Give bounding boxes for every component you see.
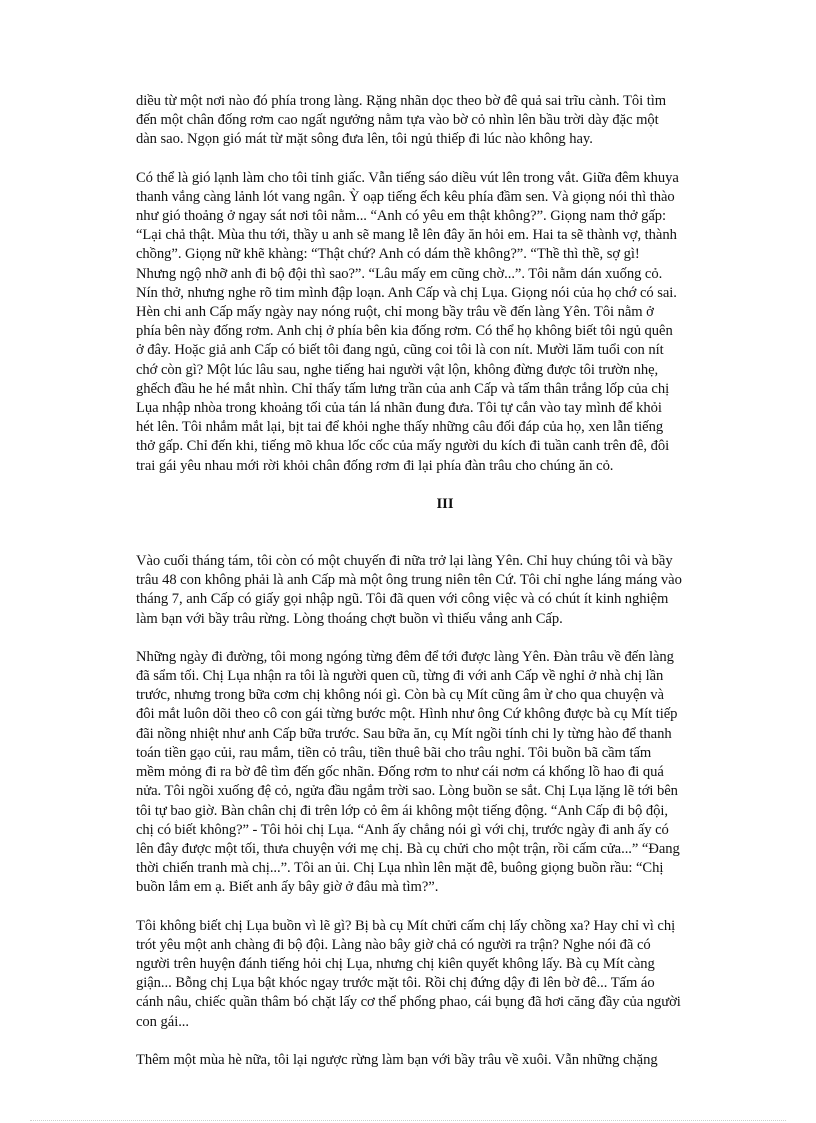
text-line: tháng 7, anh Cấp có giấy gọi nhập ngũ. Tôi đã quen với công việc và có chút ít kinh nghiệm bbox=[136, 591, 669, 608]
text-line: diều từ một nơi nào đó phía trong làng. Rặng nhãn dọc theo bờ đê quả sai trĩu cành. Tôi tìm bbox=[136, 93, 667, 109]
text-line: như gió thoảng ở ngay sát nơi tôi nằm... “Anh có yêu em thật không?”. Giọng nam thở gấp: bbox=[136, 208, 667, 225]
paragraph-gap bbox=[136, 898, 754, 917]
text-line: người trên huyện đánh tiếng hỏi chị Lụa, nhưng chị kiên quyết không lấy. Bà cụ Mít càng bbox=[136, 955, 655, 972]
text-line: đến một chân đống rơm cao ngất ngưởng nằm tựa vào bờ cỏ nhìn lên bầu trời dày đặc một bbox=[136, 112, 659, 129]
text-line: dàn sao. Ngọn gió mát từ mặt sông đưa lên, tôi ngủ thiếp đi lúc nào không hay. bbox=[136, 131, 593, 148]
text-line: Thêm một mùa hè nữa, tôi lại ngược rừng làm bạn với bầy trâu về xuôi. Vẫn những chặng bbox=[136, 1051, 658, 1068]
text-line: Hèn chi anh Cấp mấy ngày nay nóng ruột, chỉ mong bầy trâu về đến làng Yên. Tôi nằm ở bbox=[136, 304, 654, 321]
paragraph bbox=[136, 648, 754, 898]
text-line: ở đây. Hoặc giả anh Cấp có biết tôi đang ngủ, cũng coi tôi là con nít. Mười lăm tuổi con nít bbox=[136, 342, 664, 359]
story-text-before-heading bbox=[136, 92, 754, 476]
paragraph bbox=[136, 169, 754, 476]
paragraph-gap bbox=[136, 629, 754, 648]
text-line: toán tiền gạo củi, rau mắm, tiền cỏ trâu, tiền thuê bãi cho trâu nghỉ. Tôi buồn bã cầm tấm bbox=[136, 744, 652, 761]
text-line: mềm mỏng đi ra bờ đê tìm đến gốc nhãn. Đống rơm to như cái nơm cá khổng lồ hao đi quá bbox=[136, 764, 664, 781]
text-line: thở gấp. Chỉ đến khi, tiếng mõ khua lốc cốc của mấy người du kích đi tuần canh trên đê, đôi bbox=[136, 438, 670, 455]
text-line: Nhưng ngộ nhỡ anh đi bộ đội thì sao?”. “Lâu mấy em cũng chờ...”. Tôi nằm dán xuống cỏ. bbox=[136, 265, 663, 282]
text-line: hét lên. Tôi nhắm mắt lại, bịt tai để khỏi nghe thấy những câu đối đáp của họ, xen lẫn tiếng bbox=[136, 419, 664, 436]
text-line: buồn lắm em ạ. Biết anh ấy bây giờ ở đâu mà tìm?”. bbox=[136, 879, 439, 896]
text-line: con gái... bbox=[136, 1013, 189, 1030]
text-line: chồng”. Giọng nữ khẽ khàng: “Thật chứ? Anh có dám thề không?”. “Thề thì thề, sợ gì! bbox=[136, 246, 640, 263]
document-page bbox=[136, 92, 754, 1070]
paragraph bbox=[136, 1051, 754, 1070]
section-heading: III bbox=[436, 495, 454, 512]
paragraph bbox=[136, 552, 754, 629]
text-line: “Lại chả thật. Mùa thu tới, thầy u anh sẽ mang lễ lên đây ăn hỏi em. Hai ta sẽ thành vợ, thành bbox=[136, 227, 677, 244]
paragraph-gap bbox=[136, 150, 754, 169]
text-line: làm bạn với bầy trâu rừng. Lòng thoáng chợt buồn vì thiếu vắng anh Cấp. bbox=[136, 610, 563, 627]
paragraph bbox=[136, 92, 754, 150]
page-bottom-rule bbox=[30, 1120, 786, 1121]
text-line: ghếch đầu he hé mắt nhìn. Chỉ thấy tấm lưng trần của anh Cấp và tấm thân trắng lốp của chị bbox=[136, 380, 670, 397]
text-line: tôi tự bao giờ. Bàn chân chị đi trên lớp cỏ êm ái không một tiếng động. “Anh Cấp đi bộ đội, bbox=[136, 802, 668, 819]
paragraph-gap bbox=[136, 476, 754, 495]
text-line: đã sẩm tối. Chị Lụa nhận ra tôi là người quen cũ, từng đi với anh Cấp về nghỉ ở nhà chị lần bbox=[136, 668, 664, 685]
text-line: trâu 48 con không phải là anh Cấp mà một ông trung niên tên Cứ. Tôi chỉ nghe láng máng vào bbox=[136, 572, 682, 589]
text-line: lên đây được một tối, thưa chuyện với mẹ chị. Bà cụ chửi cho một trận, rồi cấm cửa...” “Đang bbox=[136, 840, 680, 857]
text-line: chị có biết không?” - Tôi hỏi chị Lụa. “Anh ấy chẳng nói gì với chị, trước ngày đi anh ấy có bbox=[136, 821, 669, 838]
paragraph-gap bbox=[136, 1032, 754, 1051]
text-line: trai gái yêu nhau mới rời khỏi chân đống rơm đi lại phía đàn trâu cho chúng ăn cỏ. bbox=[136, 457, 614, 474]
text-line: đôi mắt luôn dõi theo cô con gái từng bước một. Hình như ông Cứ không được bà cụ Mít tiếp bbox=[136, 706, 678, 723]
paragraph bbox=[136, 917, 754, 1032]
text-line: Có thể là gió lạnh làm cho tôi tỉnh giấc. Vẫn tiếng sáo diều vút lên trong vắt. Giữa đêm khuya bbox=[136, 169, 679, 186]
text-line: Nín thở, nhưng nghe rõ tim mình đập loạn. Anh Cấp và chị Lụa. Giọng nói của họ chớ có sai. bbox=[136, 284, 677, 301]
text-line: Tôi không biết chị Lụa buồn vì lẽ gì? Bị bà cụ Mít chửi cấm chị lấy chồng xa? Hay chỉ vì chị bbox=[136, 917, 676, 934]
text-line: thời chiến tranh mà chị...”. Tôi an ủi. Chị Lụa nhìn lên mặt đê, buông giọng buồn rầu: “Chị bbox=[136, 860, 664, 877]
text-line: đãi nồng nhiệt như anh Cấp bữa trước. Sau bữa ăn, cụ Mít ngồi tính chi ly từng hào để thanh bbox=[136, 725, 672, 742]
heading-gap bbox=[136, 514, 754, 552]
text-line: giận... Bỗng chị Lụa bật khóc ngay trước mặt tôi. Rồi chị đứng dậy đi lên bờ đê... Tấm áo bbox=[136, 975, 655, 992]
text-line: Lụa nhập nhòa trong khoảng tối của tán lá nhãn đung đưa. Tôi tự cắn vào tay mình để khỏi bbox=[136, 400, 662, 417]
text-line: cánh nâu, chiếc quần thâm bó chặt lấy cơ thể phổng phao, cái bụng đã hơi căng đầy của người bbox=[136, 994, 681, 1011]
text-line: Vào cuối tháng tám, tôi còn có một chuyến đi nữa trở lại làng Yên. Chỉ huy chúng tôi và bầy bbox=[136, 553, 673, 570]
text-line: thanh vắng càng lảnh lót vang ngân. Ỳ oạp tiếng ếch kêu phía đầm sen. Và giọng nói thì thào bbox=[136, 188, 675, 205]
text-line: Những ngày đi đường, tôi mong ngóng từng đêm để tới được làng Yên. Đàn trâu về đến làng bbox=[136, 648, 674, 665]
text-line: trót yêu một anh chàng đi bộ đội. Làng nào bây giờ chả có người ra trận? Nghe nói đã có bbox=[136, 936, 651, 953]
text-line: chớ còn gì? Một lúc lâu sau, nghe tiếng hai người vật lộn, không đừng được tôi trườn nhẹ, bbox=[136, 361, 659, 378]
story-text-after-heading bbox=[136, 552, 754, 1070]
text-line: trước, nhưng trong bữa cơm chị không nói gì. Còn bà cụ Mít cũng âm ừ cho qua chuyện và bbox=[136, 687, 664, 704]
text-line: nửa. Tôi ngồi xuống đệ cỏ, ngửa đầu ngắm trời sao. Lòng buồn se sắt. Chị Lụa lặng lẽ tới bên bbox=[136, 783, 678, 800]
text-line: phía bên này đống rơm. Anh chị ở phía bên kia đống rơm. Có thể họ không biết tôi ngủ quên bbox=[136, 323, 673, 340]
